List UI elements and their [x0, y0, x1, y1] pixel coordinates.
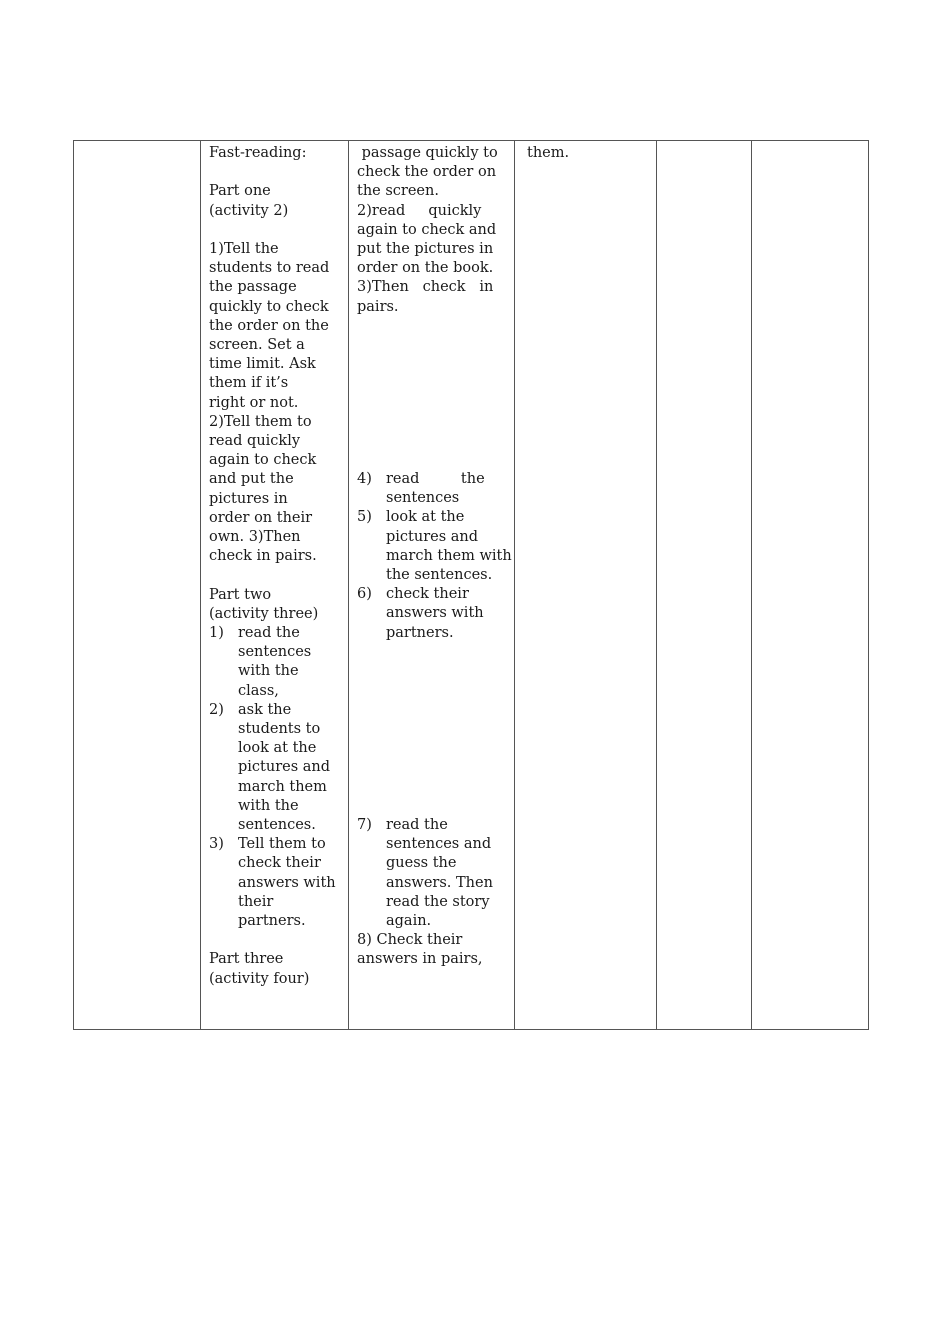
part-two-title: Part two	[209, 586, 272, 603]
table-column-student-activity	[349, 141, 515, 1029]
text-line: put the pictures in	[357, 241, 494, 258]
text-line: the passage	[209, 279, 297, 296]
list-number: 1)	[209, 625, 224, 642]
text-line: time limit. Ask	[209, 356, 316, 373]
text-line: sentences.	[238, 817, 316, 834]
text-line: their	[238, 893, 274, 910]
text-line: students to read	[209, 260, 330, 277]
text-line: check the order on	[357, 164, 497, 181]
text-line: answers. Then	[386, 874, 493, 891]
text-line: check in pairs.	[209, 548, 317, 565]
text-line: read the	[386, 817, 448, 833]
text-line: class,	[238, 682, 279, 699]
part-two-subtitle: (activity three)	[209, 605, 319, 622]
text-line: look at the	[386, 509, 465, 526]
text-line: passage quickly to	[357, 145, 498, 161]
text-line: own. 3)Then	[209, 529, 301, 546]
list-item	[209, 701, 339, 835]
text-line: and put the	[209, 471, 294, 488]
table-column-5	[657, 141, 752, 1029]
text-line: march them	[238, 778, 327, 795]
text-line: again.	[386, 913, 432, 930]
text-line: check their	[238, 855, 321, 872]
text-line: quickly to check	[209, 298, 329, 315]
student-activity-bottom	[357, 816, 507, 970]
text-line: 3)Then check in	[357, 279, 494, 296]
list-item	[209, 624, 339, 701]
text-line: 1)Tell the	[209, 240, 279, 257]
text-line: ask the	[238, 701, 292, 718]
text-line: sentences	[386, 490, 460, 507]
text-line: with the	[238, 797, 299, 814]
text-line: guess the	[386, 855, 457, 872]
text-line: again to check and	[357, 221, 497, 238]
text-line: 8) Check their	[357, 932, 463, 949]
text-line: read quickly	[209, 433, 301, 450]
text-line: with the	[238, 663, 299, 680]
table-column-1	[74, 141, 201, 1029]
student-activity-top	[357, 144, 507, 317]
text-line: 2)read quickly	[357, 202, 482, 219]
text-line: order on the book.	[357, 260, 494, 277]
text-line: them.	[527, 145, 570, 161]
lesson-plan-table	[73, 140, 869, 1030]
fast-reading-heading: Fast-reading:	[209, 145, 307, 161]
text-line: answers with	[386, 605, 484, 622]
part-one-subtitle: (activity 2)	[209, 202, 289, 219]
column-4-text	[527, 144, 652, 163]
text-line: pairs.	[357, 298, 399, 315]
table-column-4	[515, 141, 657, 1029]
list-number: 5)	[357, 509, 372, 526]
text-line: read the	[238, 625, 300, 642]
list-number: 7)	[357, 817, 372, 833]
text-line: again to check	[209, 452, 317, 469]
text-line: answers with	[238, 874, 336, 891]
text-line: right or not.	[209, 394, 299, 411]
text-line: sentences and	[386, 836, 492, 853]
text-line: check their	[386, 586, 469, 603]
text-line: pictures and	[238, 759, 331, 776]
text-line: the screen.	[357, 183, 439, 200]
text-line: look at the	[238, 740, 317, 757]
list-item	[357, 585, 507, 643]
teacher-activity-text	[209, 144, 339, 989]
text-line: the order on the	[209, 317, 329, 334]
text-line: 2)Tell them to	[209, 413, 312, 430]
text-line: order on their	[209, 509, 313, 526]
text-line: partners.	[386, 624, 454, 641]
text-line: answers in pairs,	[357, 951, 483, 968]
list-number: 6)	[357, 586, 372, 603]
list-item	[209, 835, 339, 931]
text-line: sentences	[238, 644, 312, 661]
text-line: partners.	[238, 913, 306, 930]
list-item	[357, 816, 507, 931]
text-line: students to	[238, 721, 321, 738]
text-line: read the story	[386, 893, 490, 910]
text-line: read the	[386, 471, 485, 487]
text-line: Tell them to	[238, 836, 326, 853]
list-item	[357, 470, 507, 508]
student-activity-middle	[357, 470, 512, 643]
text-line: pictures and	[386, 528, 479, 545]
text-line: them if it’s	[209, 375, 289, 392]
list-item	[357, 508, 512, 585]
table-column-teacher-activity	[201, 141, 349, 1029]
list-number: 3)	[209, 836, 224, 853]
list-number: 4)	[357, 471, 372, 487]
text-line: pictures in	[209, 490, 288, 507]
list-number: 2)	[209, 701, 224, 718]
part-one-title: Part one	[209, 183, 271, 200]
part-three-subtitle: (activity four)	[209, 970, 310, 987]
text-line: march them with	[386, 547, 512, 564]
text-line: the sentences.	[386, 567, 493, 584]
part-three-title: Part three	[209, 951, 284, 968]
table-column-6	[752, 141, 869, 1029]
text-line: screen. Set a	[209, 337, 305, 353]
